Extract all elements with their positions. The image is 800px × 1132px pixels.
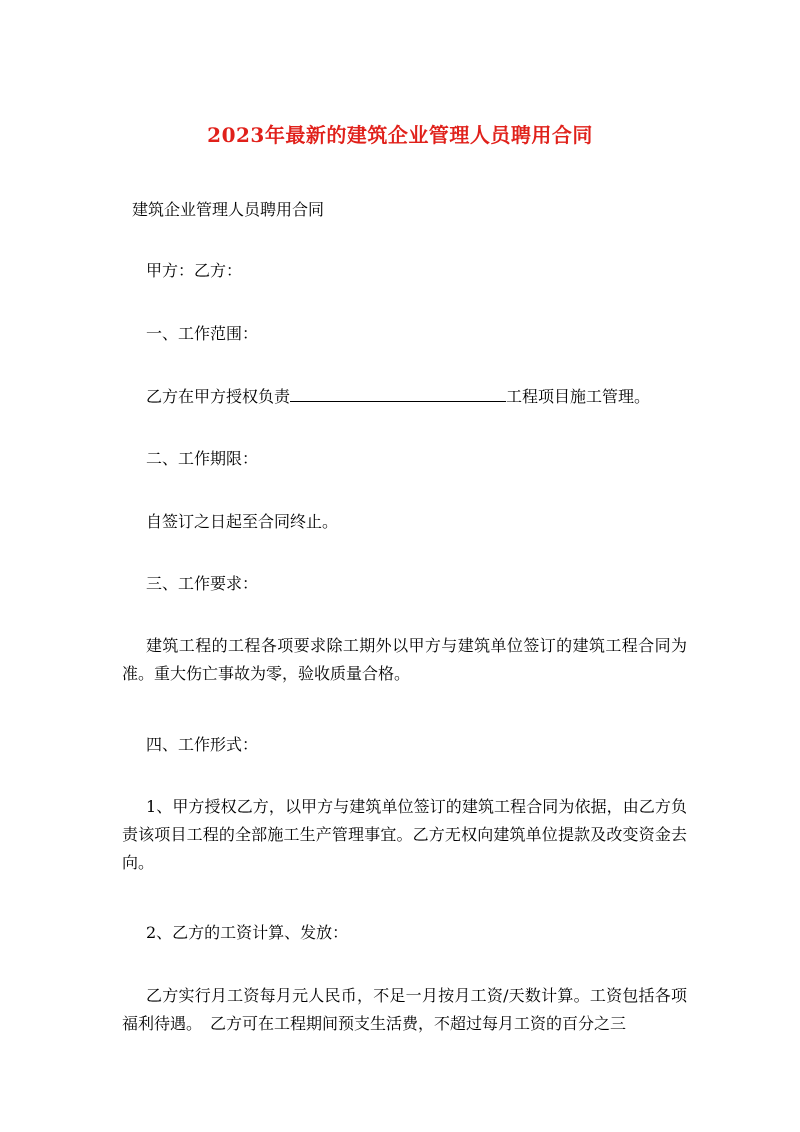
term-paragraph: 自签订之日起至合同终止。 (146, 512, 339, 531)
scope-text-after: 工程项目施工管理。 (506, 387, 651, 406)
section-heading-form: 四、工作形式： (146, 735, 259, 754)
section-heading-scope: 一、工作范围： (146, 324, 259, 343)
parties-line: 甲方：乙方： (146, 261, 243, 280)
section-heading-requirements: 三、工作要求： (146, 574, 259, 593)
salary-paragraph: 乙方实行月工资每月元人民币，不足一月按月工资/天数计算。工资包括各项福利待遇。 乙方可在工程期间预支生活费，不超过每月工资的百分之三 (122, 986, 687, 1033)
contract-subtitle: 建筑企业管理人员聘用合同 (132, 200, 325, 219)
section-heading-term: 二、工作期限： (146, 449, 259, 468)
scope-text-before: 乙方在甲方授权负责 (146, 387, 291, 406)
form-item-2-heading: 2、乙方的工资计算、发放： (146, 923, 349, 942)
project-name-blank (290, 383, 506, 402)
document-title: 2023年最新的建筑企业管理人员聘用合同 (207, 123, 593, 147)
form-item-1: 1、甲方授权乙方，以甲方与建筑单位签订的建筑工程合同为依据，由乙方负责该项目工程的全部施工生产管理事宜。乙方无权向建筑单位提款及改变资金去向。 (122, 797, 687, 872)
requirements-paragraph: 建筑工程的工程各项要求除工期外以甲方与建筑单位签订的建筑工程合同为准。重大伤亡事故为零，验收质量合格。 (122, 636, 687, 683)
scope-paragraph (122, 383, 687, 411)
